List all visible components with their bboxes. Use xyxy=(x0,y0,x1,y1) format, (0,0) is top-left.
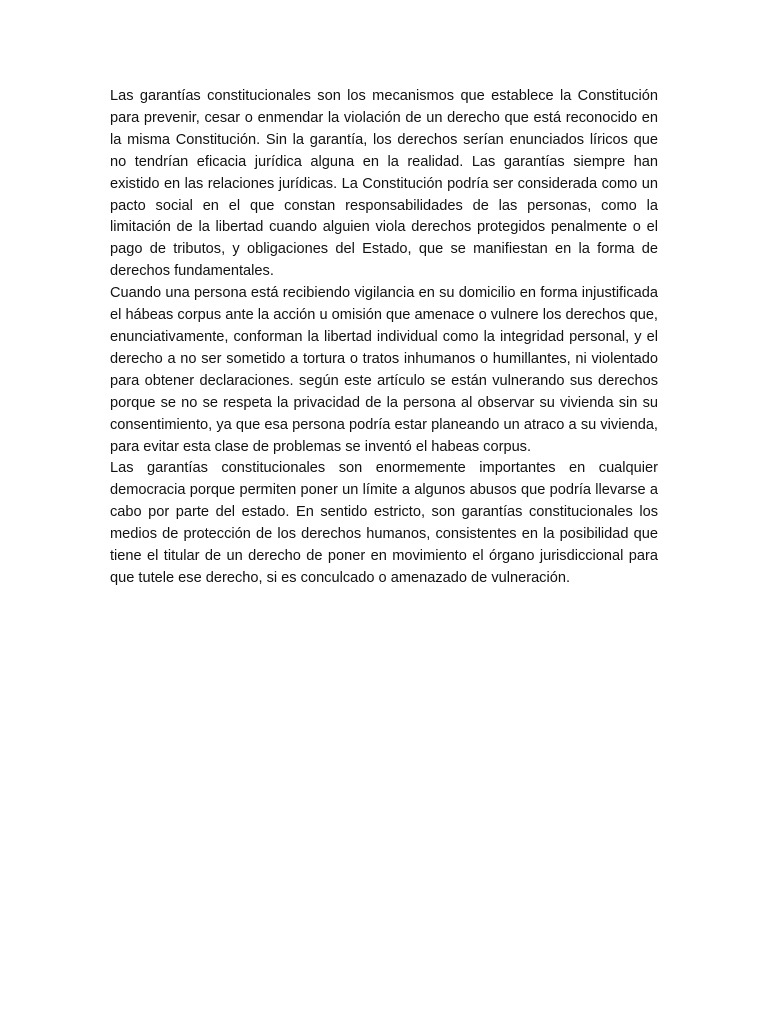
paragraph-3: Las garantías constitucionales son enormemente importantes en cualquier democracia porque permiten poner un límite a algunos abusos que podría llevarse a cabo por parte del estado. En sentido estricto, son garantías constitucionales los medios de protección de los derechos humanos, consistentes en la posibilidad que tiene el titular de un derecho de poner en movimiento el órgano jurisdiccional para que tutele ese derecho, si es conculcado o amenazado de vulneración. xyxy=(110,460,658,586)
paragraph-2: Cuando una persona está recibiendo vigilancia en su domicilio en forma injustificada el hábeas corpus ante la acción u omisión que amenace o vulnere los derechos que, enunciativamente, conforman la libertad individual como la integridad personal, y el derecho a no ser sometido a tortura o tratos inhumanos o humillantes, ni violentado para obtener declaraciones. según este artículo se están vulnerando sus derechos porque se no se respeta la privacidad de la persona al observar su vivienda sin su consentimiento, ya que esa persona podría estar planeando un atraco a su vivienda, para evitar esta clase de problemas se inventó el habeas corpus. xyxy=(110,285,658,455)
document-body xyxy=(110,86,658,590)
paragraph-1: Las garantías constitucionales son los mecanismos que establece la Constitución para prevenir, cesar o enmendar la violación de un derecho que está reconocido en la misma Constitución. Sin la garantía, los derechos serían enunciados líricos que no tendrían eficacia jurídica alguna en la realidad. Las garantías siempre han existido en las relaciones jurídicas. La Constitución podría ser considerada como un pacto social en el que constan responsabilidades de las personas, como la limitación de la libertad cuando alguien viola derechos protegidos penalmente o el pago de tributos, y obligaciones del Estado, que se manifiestan en la forma de derechos fundamentales. xyxy=(110,88,658,280)
